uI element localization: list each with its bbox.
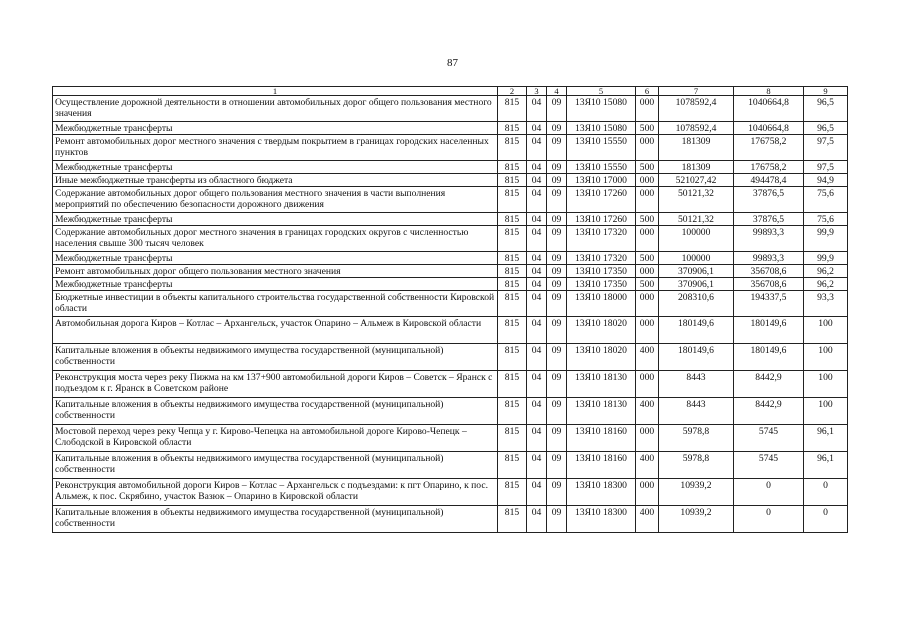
cell-executed-amount: 99893,3 <box>734 252 804 265</box>
table-row <box>53 479 848 506</box>
page-number: 87 <box>447 57 458 69</box>
table-row <box>53 425 848 452</box>
cell-executed-amount: 194337,5 <box>734 291 804 317</box>
cell-execution-percent: 100 <box>804 371 848 398</box>
row-name-cell: Содержание автомобильных дорог местного значения в границах городских округов с численностью населения свыше 300 тысяч человек <box>53 226 498 252</box>
cell-section-code: 04 <box>527 371 547 398</box>
table-row <box>53 452 848 479</box>
cell-executed-amount: 180149,6 <box>734 317 804 344</box>
cell-execution-percent: 100 <box>804 317 848 344</box>
cell-target-article: 13Я10 18160 <box>567 452 636 479</box>
cell-expense-type: 000 <box>636 96 659 122</box>
cell-planned-amount: 181309 <box>659 161 734 174</box>
cell-target-article: 13Я10 18300 <box>567 506 636 533</box>
cell-expense-type: 000 <box>636 135 659 161</box>
cell-subsection-code: 09 <box>547 252 567 265</box>
cell-subsection-code: 09 <box>547 174 567 187</box>
cell-section-code: 04 <box>527 479 547 506</box>
row-name-cell: Межбюджетные трансферты <box>53 122 498 135</box>
cell-section-code: 04 <box>527 317 547 344</box>
cell-target-article: 13Я10 17320 <box>567 226 636 252</box>
row-name-cell: Капитальные вложения в объекты недвижимого имущества государственной (муниципальной) собственности <box>53 452 498 479</box>
cell-expense-type: 500 <box>636 213 659 226</box>
cell-ministry-code: 815 <box>498 371 527 398</box>
cell-planned-amount: 1078592,4 <box>659 96 734 122</box>
cell-target-article: 13Я10 17000 <box>567 174 636 187</box>
cell-section-code: 04 <box>527 226 547 252</box>
cell-ministry-code: 815 <box>498 479 527 506</box>
cell-execution-percent: 96,5 <box>804 122 848 135</box>
cell-planned-amount: 5978,8 <box>659 425 734 452</box>
cell-ministry-code: 815 <box>498 398 527 425</box>
cell-ministry-code: 815 <box>498 213 527 226</box>
row-name-cell: Капитальные вложения в объекты недвижимого имущества государственной (муниципальной) собственности <box>53 506 498 533</box>
row-name-cell: Ремонт автомобильных дорог местного значения с твердым покрытием в границах городских населенных пунктов <box>53 135 498 161</box>
cell-executed-amount: 1040664,8 <box>734 122 804 135</box>
table-row <box>53 226 848 252</box>
header-cell: 9 <box>804 87 848 96</box>
cell-section-code: 04 <box>527 398 547 425</box>
cell-executed-amount: 494478,4 <box>734 174 804 187</box>
cell-section-code: 04 <box>527 96 547 122</box>
header-cell: 8 <box>734 87 804 96</box>
cell-target-article: 13Я10 18020 <box>567 317 636 344</box>
cell-execution-percent: 0 <box>804 479 848 506</box>
row-name-cell: Межбюджетные трансферты <box>53 213 498 226</box>
cell-planned-amount: 521027,42 <box>659 174 734 187</box>
cell-subsection-code: 09 <box>547 135 567 161</box>
cell-subsection-code: 09 <box>547 425 567 452</box>
cell-section-code: 04 <box>527 135 547 161</box>
cell-target-article: 13Я10 17260 <box>567 213 636 226</box>
cell-expense-type: 000 <box>636 226 659 252</box>
row-name-cell: Реконструкция моста через реку Пижма на км 137+900 автомобильной дороги Киров – Советск – Яранск с подъездом к г. Яранск в Советском районе <box>53 371 498 398</box>
cell-execution-percent: 97,5 <box>804 161 848 174</box>
header-cell: 6 <box>636 87 659 96</box>
row-name-cell: Межбюджетные трансферты <box>53 252 498 265</box>
table-row <box>53 317 848 344</box>
header-cell: 5 <box>567 87 636 96</box>
cell-execution-percent: 96,5 <box>804 96 848 122</box>
cell-expense-type: 400 <box>636 452 659 479</box>
header-cell: 4 <box>547 87 567 96</box>
cell-section-code: 04 <box>527 452 547 479</box>
cell-expense-type: 500 <box>636 122 659 135</box>
cell-target-article: 13Я10 17350 <box>567 265 636 278</box>
budget-table <box>52 86 848 533</box>
cell-planned-amount: 180149,6 <box>659 317 734 344</box>
cell-subsection-code: 09 <box>547 96 567 122</box>
table-row <box>53 187 848 213</box>
cell-executed-amount: 180149,6 <box>734 344 804 371</box>
header-row <box>53 87 848 96</box>
cell-ministry-code: 815 <box>498 265 527 278</box>
header-cell: 7 <box>659 87 734 96</box>
cell-planned-amount: 5978,8 <box>659 452 734 479</box>
cell-subsection-code: 09 <box>547 506 567 533</box>
header-cell: 2 <box>498 87 527 96</box>
cell-executed-amount: 37876,5 <box>734 187 804 213</box>
row-name-cell: Мостовой переход через реку Чепца у г. Кирово-Чепецка на автомобильной дороге Кирово-Чепецк – Слободской в Кировской области <box>53 425 498 452</box>
cell-ministry-code: 815 <box>498 317 527 344</box>
row-name-cell: Осуществление дорожной деятельности в отношении автомобильных дорог общего пользования местного значения <box>53 96 498 122</box>
table-row <box>53 265 848 278</box>
cell-section-code: 04 <box>527 344 547 371</box>
cell-ministry-code: 815 <box>498 122 527 135</box>
cell-target-article: 13Я10 18160 <box>567 425 636 452</box>
cell-executed-amount: 5745 <box>734 452 804 479</box>
cell-subsection-code: 09 <box>547 398 567 425</box>
cell-section-code: 04 <box>527 265 547 278</box>
row-name-cell: Межбюджетные трансферты <box>53 161 498 174</box>
cell-section-code: 04 <box>527 506 547 533</box>
table-row <box>53 252 848 265</box>
row-name-cell: Капитальные вложения в объекты недвижимого имущества государственной (муниципальной) собственности <box>53 344 498 371</box>
cell-ministry-code: 815 <box>498 252 527 265</box>
cell-section-code: 04 <box>527 161 547 174</box>
cell-executed-amount: 37876,5 <box>734 213 804 226</box>
cell-target-article: 13Я10 15080 <box>567 96 636 122</box>
cell-executed-amount: 176758,2 <box>734 135 804 161</box>
cell-section-code: 04 <box>527 252 547 265</box>
cell-planned-amount: 100000 <box>659 226 734 252</box>
cell-subsection-code: 09 <box>547 479 567 506</box>
cell-executed-amount: 0 <box>734 506 804 533</box>
cell-execution-percent: 75,6 <box>804 213 848 226</box>
cell-target-article: 13Я10 18300 <box>567 479 636 506</box>
cell-executed-amount: 8442,9 <box>734 371 804 398</box>
cell-execution-percent: 97,5 <box>804 135 848 161</box>
cell-executed-amount: 356708,6 <box>734 265 804 278</box>
cell-target-article: 13Я10 15080 <box>567 122 636 135</box>
cell-expense-type: 400 <box>636 344 659 371</box>
cell-subsection-code: 09 <box>547 371 567 398</box>
cell-expense-type: 000 <box>636 317 659 344</box>
cell-planned-amount: 208310,6 <box>659 291 734 317</box>
cell-target-article: 13Я10 17350 <box>567 278 636 291</box>
cell-expense-type: 000 <box>636 371 659 398</box>
cell-expense-type: 500 <box>636 161 659 174</box>
cell-expense-type: 000 <box>636 479 659 506</box>
table-row <box>53 398 848 425</box>
cell-executed-amount: 0 <box>734 479 804 506</box>
table-row <box>53 122 848 135</box>
cell-expense-type: 500 <box>636 278 659 291</box>
table-row <box>53 506 848 533</box>
cell-ministry-code: 815 <box>498 174 527 187</box>
table-row <box>53 96 848 122</box>
row-name-cell: Реконструкция автомобильной дороги Киров – Котлас – Архангельск с подъездами: к пгт Опарино, к пос. Альмеж, к пос. Скрябино, участок Вазюк – Опарино в Кировской области <box>53 479 498 506</box>
cell-ministry-code: 815 <box>498 161 527 174</box>
cell-execution-percent: 75,6 <box>804 187 848 213</box>
cell-executed-amount: 99893,3 <box>734 226 804 252</box>
cell-executed-amount: 1040664,8 <box>734 96 804 122</box>
table-row <box>53 278 848 291</box>
cell-target-article: 13Я10 17260 <box>567 187 636 213</box>
cell-execution-percent: 93,3 <box>804 291 848 317</box>
cell-expense-type: 000 <box>636 265 659 278</box>
table-row <box>53 371 848 398</box>
cell-planned-amount: 10939,2 <box>659 506 734 533</box>
cell-expense-type: 400 <box>636 398 659 425</box>
cell-target-article: 13Я10 17320 <box>567 252 636 265</box>
cell-ministry-code: 815 <box>498 278 527 291</box>
row-name-cell: Содержание автомобильных дорог общего пользования местного значения в части выполнения мероприятий по обеспечению безопасности дорожного движения <box>53 187 498 213</box>
row-name-cell: Бюджетные инвестиции в объекты капитального строительства государственной собственности Кировской области <box>53 291 498 317</box>
cell-subsection-code: 09 <box>547 317 567 344</box>
cell-subsection-code: 09 <box>547 278 567 291</box>
row-name-cell: Капитальные вложения в объекты недвижимого имущества государственной (муниципальной) собственности <box>53 398 498 425</box>
cell-execution-percent: 100 <box>804 344 848 371</box>
cell-expense-type: 000 <box>636 187 659 213</box>
cell-subsection-code: 09 <box>547 226 567 252</box>
cell-execution-percent: 0 <box>804 506 848 533</box>
row-name-cell: Иные межбюджетные трансферты из областного бюджета <box>53 174 498 187</box>
row-name-cell: Ремонт автомобильных дорог общего пользования местного значения <box>53 265 498 278</box>
cell-section-code: 04 <box>527 187 547 213</box>
cell-expense-type: 500 <box>636 252 659 265</box>
cell-subsection-code: 09 <box>547 122 567 135</box>
cell-target-article: 13Я10 18000 <box>567 291 636 317</box>
cell-ministry-code: 815 <box>498 452 527 479</box>
cell-execution-percent: 99,9 <box>804 226 848 252</box>
cell-ministry-code: 815 <box>498 96 527 122</box>
header-cell: 3 <box>527 87 547 96</box>
cell-execution-percent: 100 <box>804 398 848 425</box>
table-row <box>53 291 848 317</box>
table-row <box>53 174 848 187</box>
cell-target-article: 13Я10 15550 <box>567 135 636 161</box>
cell-expense-type: 000 <box>636 174 659 187</box>
cell-subsection-code: 09 <box>547 452 567 479</box>
table-row <box>53 135 848 161</box>
cell-subsection-code: 09 <box>547 213 567 226</box>
cell-expense-type: 400 <box>636 506 659 533</box>
cell-execution-percent: 99,9 <box>804 252 848 265</box>
cell-planned-amount: 1078592,4 <box>659 122 734 135</box>
cell-planned-amount: 10939,2 <box>659 479 734 506</box>
cell-section-code: 04 <box>527 278 547 291</box>
cell-section-code: 04 <box>527 174 547 187</box>
cell-expense-type: 000 <box>636 425 659 452</box>
row-name-cell: Межбюджетные трансферты <box>53 278 498 291</box>
cell-ministry-code: 815 <box>498 135 527 161</box>
cell-planned-amount: 8443 <box>659 371 734 398</box>
cell-execution-percent: 96,2 <box>804 265 848 278</box>
cell-planned-amount: 50121,32 <box>659 213 734 226</box>
cell-ministry-code: 815 <box>498 187 527 213</box>
cell-execution-percent: 96,1 <box>804 425 848 452</box>
cell-ministry-code: 815 <box>498 344 527 371</box>
cell-section-code: 04 <box>527 425 547 452</box>
cell-executed-amount: 5745 <box>734 425 804 452</box>
cell-planned-amount: 370906,1 <box>659 265 734 278</box>
header-cell: 1 <box>53 87 498 96</box>
cell-ministry-code: 815 <box>498 291 527 317</box>
cell-planned-amount: 370906,1 <box>659 278 734 291</box>
cell-section-code: 04 <box>527 213 547 226</box>
cell-ministry-code: 815 <box>498 425 527 452</box>
cell-expense-type: 000 <box>636 291 659 317</box>
cell-planned-amount: 100000 <box>659 252 734 265</box>
table-body <box>53 96 848 533</box>
table-row <box>53 344 848 371</box>
cell-executed-amount: 8442,9 <box>734 398 804 425</box>
cell-subsection-code: 09 <box>547 265 567 278</box>
cell-subsection-code: 09 <box>547 344 567 371</box>
cell-target-article: 13Я10 18130 <box>567 371 636 398</box>
cell-ministry-code: 815 <box>498 226 527 252</box>
cell-ministry-code: 815 <box>498 506 527 533</box>
cell-execution-percent: 94,9 <box>804 174 848 187</box>
table-row <box>53 161 848 174</box>
cell-subsection-code: 09 <box>547 291 567 317</box>
row-name-cell: Автомобильная дорога Киров – Котлас – Архангельск, участок Опарино – Альмеж в Кировской области <box>53 317 498 344</box>
cell-section-code: 04 <box>527 291 547 317</box>
cell-planned-amount: 180149,6 <box>659 344 734 371</box>
cell-target-article: 13Я10 18020 <box>567 344 636 371</box>
cell-executed-amount: 176758,2 <box>734 161 804 174</box>
cell-subsection-code: 09 <box>547 187 567 213</box>
cell-execution-percent: 96,2 <box>804 278 848 291</box>
cell-planned-amount: 50121,32 <box>659 187 734 213</box>
cell-planned-amount: 8443 <box>659 398 734 425</box>
cell-executed-amount: 356708,6 <box>734 278 804 291</box>
cell-subsection-code: 09 <box>547 161 567 174</box>
cell-execution-percent: 96,1 <box>804 452 848 479</box>
cell-section-code: 04 <box>527 122 547 135</box>
table-row <box>53 213 848 226</box>
cell-planned-amount: 181309 <box>659 135 734 161</box>
cell-target-article: 13Я10 15550 <box>567 161 636 174</box>
cell-target-article: 13Я10 18130 <box>567 398 636 425</box>
